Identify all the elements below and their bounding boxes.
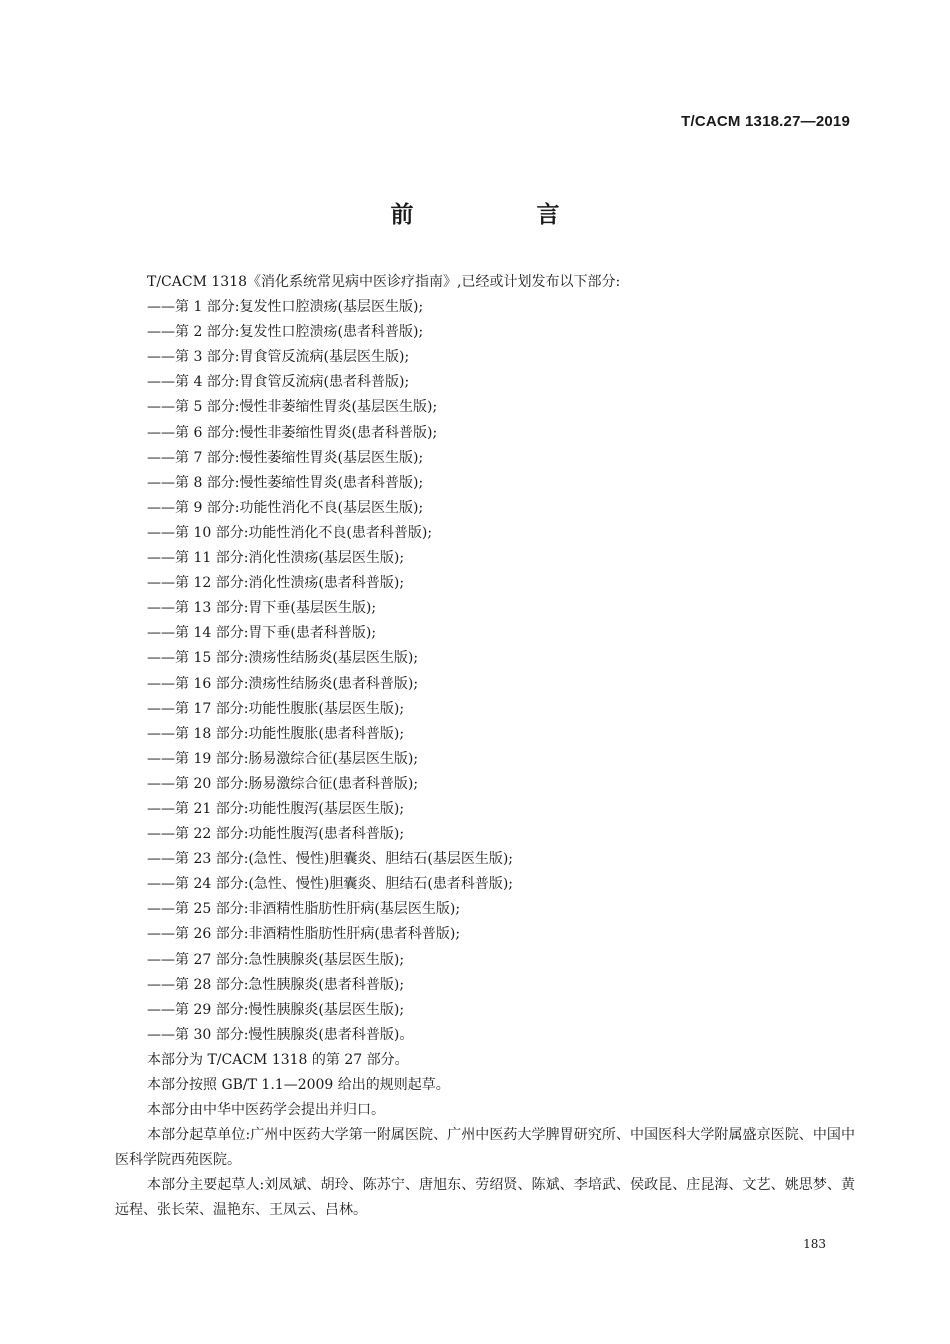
list-item: ——第 1 部分:复发性口腔溃疡(基层医生版);	[147, 299, 424, 316]
parts-list	[115, 295, 855, 1048]
drafting-rules-statement: 本部分按照 GB/T 1.1—2009 给出的规则起草。	[147, 1077, 450, 1093]
list-item: ——第 28 部分:急性胰腺炎(患者科普版);	[147, 976, 405, 993]
list-item: ——第 2 部分:复发性口腔溃疡(患者科普版);	[147, 324, 424, 341]
foreword-body	[115, 270, 855, 1224]
page-number: 183	[803, 1237, 826, 1251]
list-item: ——第 13 部分:胃下垂(基层医生版);	[147, 600, 377, 617]
list-item: ——第 8 部分:慢性萎缩性胃炎(患者科普版);	[147, 474, 424, 491]
list-item: ——第 15 部分:溃疡性结肠炎(基层医生版);	[147, 650, 419, 667]
intro-paragraph: T/CACM 1318《消化系统常见病中医诊疗指南》,已经或计划发布以下部分:	[147, 274, 621, 290]
list-item: ——第 24 部分:(急性、慢性)胆囊炎、胆结石(患者科普版);	[147, 876, 513, 893]
list-item: ——第 17 部分:功能性腹胀(基层医生版);	[147, 700, 405, 717]
list-item: ——第 4 部分:胃食管反流病(患者科普版);	[147, 374, 410, 391]
list-item: ——第 18 部分:功能性腹胀(患者科普版);	[147, 725, 405, 742]
list-item: ——第 11 部分:消化性溃疡(基层医生版);	[147, 550, 405, 567]
part-of-statement: 本部分为 T/CACM 1318 的第 27 部分。	[147, 1051, 409, 1068]
drafting-units-statement: 本部分起草单位:广州中医药大学第一附属医院、广州中医药大学脾胃研究所、中国医科大学附属盛京医院、中国中医科学院西苑医院。	[115, 1127, 855, 1169]
list-item: ——第 20 部分:肠易激综合征(患者科普版);	[147, 775, 419, 792]
list-item: ——第 30 部分:慢性胰腺炎(患者科普版)。	[147, 1026, 414, 1043]
list-item: ——第 22 部分:功能性腹泻(患者科普版);	[147, 826, 405, 843]
list-item: ——第 16 部分:溃疡性结肠炎(患者科普版);	[147, 675, 419, 692]
list-item: ——第 6 部分:慢性非萎缩性胃炎(患者科普版);	[147, 424, 438, 441]
list-item: ——第 27 部分:急性胰腺炎(基层医生版);	[147, 951, 405, 968]
list-item: ——第 21 部分:功能性腹泻(基层医生版);	[147, 800, 405, 817]
main-drafters-statement: 本部分主要起草人:刘凤斌、胡玲、陈苏宁、唐旭东、劳绍贤、陈斌、李培武、侯政昆、庄昆海、文艺、姚思梦、黄远程、张长荣、温艳东、王凤云、吕林。	[115, 1177, 855, 1219]
list-item: ——第 26 部分:非酒精性脂肪性肝病(患者科普版);	[147, 926, 461, 943]
list-item: ——第 10 部分:功能性消化不良(患者科普版);	[147, 524, 433, 541]
list-item: ——第 23 部分:(急性、慢性)胆囊炎、胆结石(基层医生版);	[147, 851, 513, 868]
list-item: ——第 19 部分:肠易激综合征(基层医生版);	[147, 750, 419, 767]
standard-code: T/CACM 1318.27—2019	[681, 113, 850, 130]
page-title: 前 言	[390, 202, 610, 228]
list-item: ——第 29 部分:慢性胰腺炎(基层医生版);	[147, 1001, 405, 1018]
list-item: ——第 12 部分:消化性溃疡(患者科普版);	[147, 575, 405, 592]
list-item: ——第 3 部分:胃食管反流病(基层医生版);	[147, 349, 410, 366]
list-item: ——第 9 部分:功能性消化不良(基层医生版);	[147, 499, 424, 516]
proposed-by-statement: 本部分由中华中医药学会提出并归口。	[147, 1102, 385, 1119]
list-item: ——第 5 部分:慢性非萎缩性胃炎(基层医生版);	[147, 399, 438, 416]
list-item: ——第 25 部分:非酒精性脂肪性肝病(基层医生版);	[147, 901, 461, 918]
list-item: ——第 7 部分:慢性萎缩性胃炎(基层医生版);	[147, 449, 424, 466]
list-item: ——第 14 部分:胃下垂(患者科普版);	[147, 625, 377, 642]
